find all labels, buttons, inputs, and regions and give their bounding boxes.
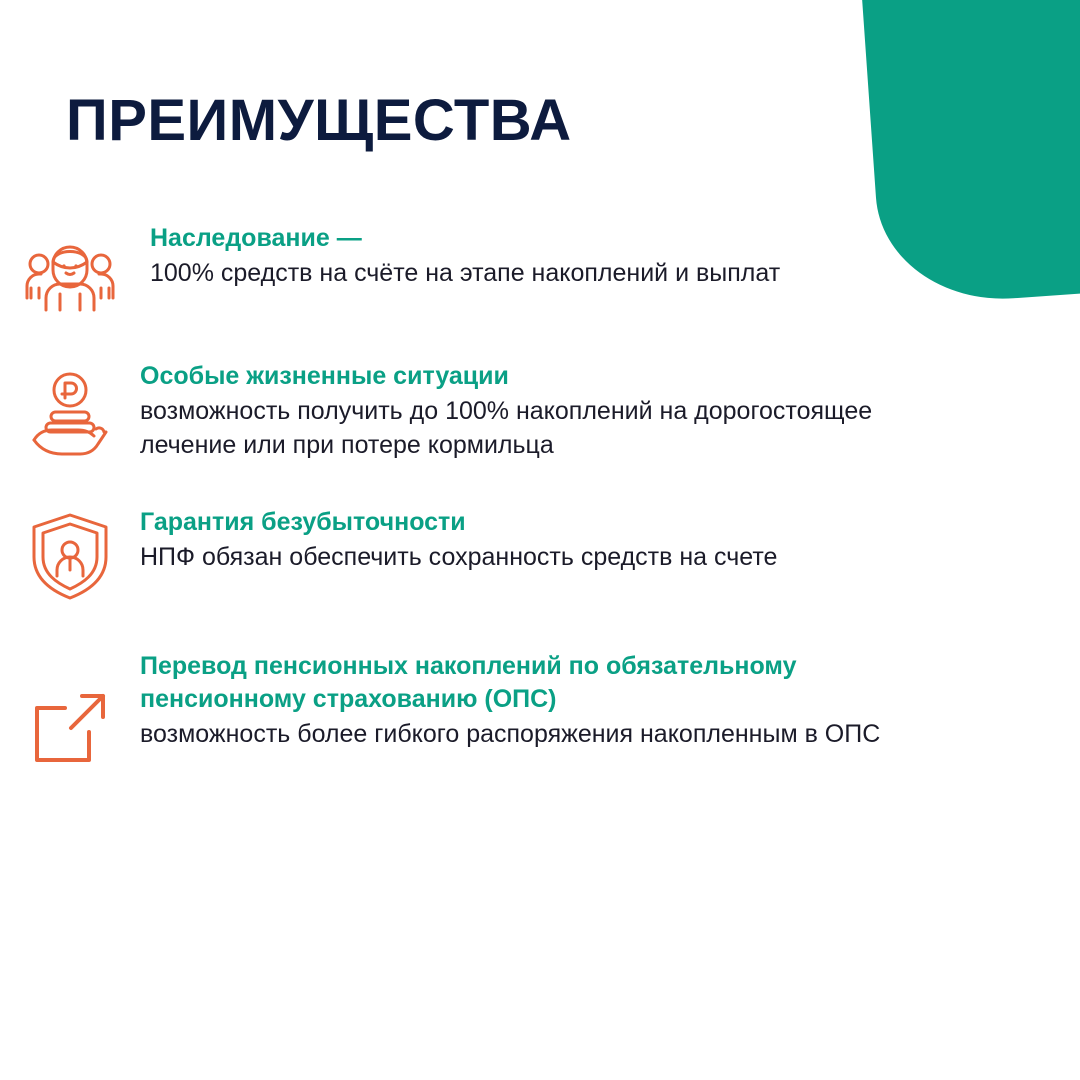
list-item-heading: Перевод пенсионных накоплений по обязательному пенсионному страхованию (ОПС) [140, 652, 797, 713]
list-item-heading: Гарантия безубыточности [140, 508, 466, 536]
advantages-list [0, 222, 1080, 804]
family-icon [0, 222, 140, 316]
list-item-text: 100% средств на счёте на этапе накоплений и выплат [150, 259, 781, 287]
list-item-body [140, 650, 1080, 752]
hand-with-coins-ruble-icon [0, 360, 140, 464]
list-item-heading: Особые жизненные ситуации [140, 362, 509, 390]
list-item-body [140, 360, 1080, 462]
list-item [0, 506, 1080, 602]
list-item-text: НПФ обязан обеспечить сохранность средств на счете [140, 543, 778, 571]
list-item [0, 360, 1080, 464]
list-item-body [140, 506, 927, 575]
shield-person-icon [0, 506, 140, 602]
list-item-heading: Наследование — [150, 224, 362, 252]
list-item-text: возможность получить до 100% накоплений на дорогостоящее лечение или при потере кормильца [140, 397, 873, 459]
list-item-text: возможность более гибкого распоряжения накопленным в ОПС [140, 720, 881, 748]
list-item-body [140, 222, 930, 291]
transfer-arrow-icon [0, 650, 140, 768]
list-item [0, 222, 1080, 316]
list-item [0, 650, 1080, 768]
page-title: ПРЕИМУЩЕСТВА [66, 87, 572, 153]
